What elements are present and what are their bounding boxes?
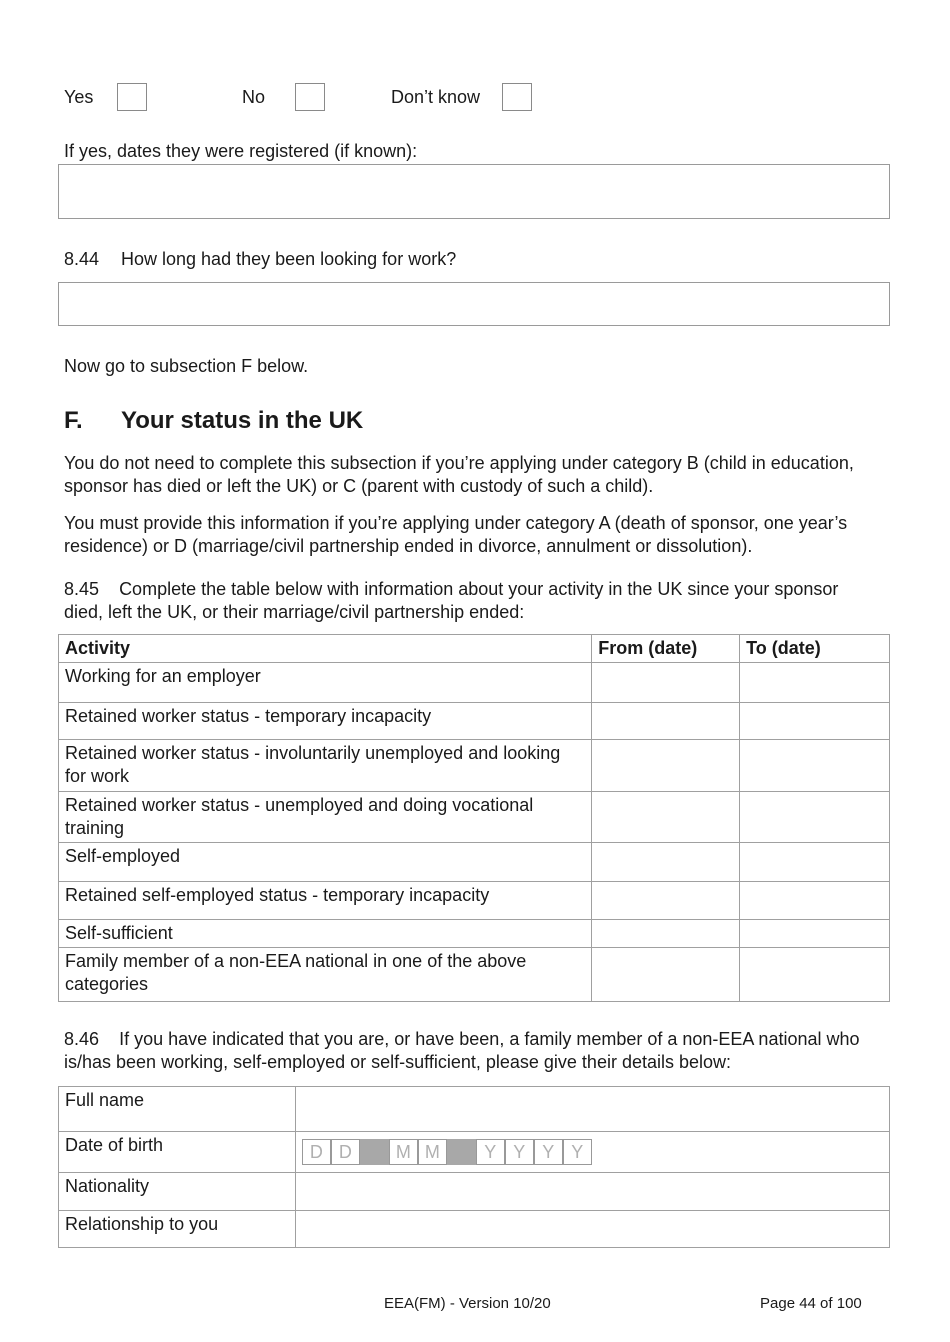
dob-boxes — [302, 1139, 592, 1165]
from-date-cell[interactable] — [592, 920, 740, 948]
full-name-label: Full name — [59, 1087, 296, 1132]
table-row — [59, 948, 890, 1002]
header-from: From (date) — [592, 635, 740, 663]
dob-day-box[interactable]: D — [331, 1139, 360, 1165]
to-date-cell[interactable] — [740, 948, 890, 1002]
q846-question — [64, 1028, 884, 1074]
to-date-cell[interactable] — [740, 843, 890, 882]
header-to: To (date) — [740, 635, 890, 663]
dob-field[interactable] — [295, 1132, 889, 1173]
activity-table-header — [59, 635, 890, 663]
from-date-cell[interactable] — [592, 663, 740, 703]
activity-cell: Retained self-employed status - temporary incapacity — [59, 882, 592, 920]
nationality-label: Nationality — [59, 1173, 296, 1211]
q845-number: 8.45 — [64, 579, 100, 599]
table-row — [59, 920, 890, 948]
dob-separator — [360, 1139, 389, 1165]
q845-text: Complete the table below with information about your activity in the UK since your sponsor died, left the UK, or their marriage/civil partnership ended: — [64, 579, 839, 622]
table-row — [59, 882, 890, 920]
dob-day-box[interactable]: D — [302, 1139, 331, 1165]
q844-number: 8.44 — [64, 249, 100, 269]
full-name-field[interactable] — [295, 1087, 889, 1132]
from-date-cell[interactable] — [592, 882, 740, 920]
non-eea-details-table — [58, 1086, 890, 1248]
table-row — [59, 1173, 890, 1211]
to-date-cell[interactable] — [740, 792, 890, 843]
dob-month-box[interactable]: M — [389, 1139, 418, 1165]
section-f-title: Your status in the UK — [121, 407, 364, 434]
header-activity: Activity — [59, 635, 592, 663]
dob-year-box[interactable]: Y — [563, 1139, 592, 1165]
dob-label: Date of birth — [59, 1132, 296, 1173]
dob-separator — [447, 1139, 476, 1165]
from-date-cell[interactable] — [592, 792, 740, 843]
table-row — [59, 792, 890, 843]
activity-cell: Self-employed — [59, 843, 592, 882]
no-checkbox[interactable] — [295, 83, 325, 111]
no-label: No — [242, 87, 266, 107]
table-row — [59, 1087, 890, 1132]
dont-know-checkbox[interactable] — [502, 83, 532, 111]
nationality-field[interactable] — [295, 1173, 889, 1211]
section-f-para1: You do not need to complete this subsection if you’re applying under category B (child in education, sponsor has died or left the UK) or C (parent with custody of such a child). — [64, 453, 854, 496]
to-date-cell[interactable] — [740, 663, 890, 703]
table-row — [59, 1132, 890, 1173]
registered-dates-field[interactable] — [58, 164, 890, 219]
table-row — [59, 703, 890, 740]
registered-dates-label: If yes, dates they were registered (if known): — [64, 141, 418, 161]
table-row — [59, 843, 890, 882]
q846-number: 8.46 — [64, 1029, 100, 1049]
dob-year-box[interactable]: Y — [505, 1139, 534, 1165]
activity-cell: Working for an employer — [59, 663, 592, 703]
table-row — [59, 1211, 890, 1248]
activity-cell: Self-sufficient — [59, 920, 592, 948]
to-date-cell[interactable] — [740, 703, 890, 740]
to-date-cell[interactable] — [740, 920, 890, 948]
from-date-cell[interactable] — [592, 703, 740, 740]
section-f-letter: F. — [64, 407, 83, 434]
activity-cell: Retained worker status - unemployed and doing vocational training — [59, 792, 592, 843]
to-date-cell[interactable] — [740, 740, 890, 792]
looking-for-work-field[interactable] — [58, 282, 890, 326]
section-f-para2: You must provide this information if you’re applying under category A (death of sponsor, one year’s residence) or D (marriage/civil partnership ended in divorce, annulment or dissolution). — [64, 513, 848, 556]
activity-cell: Family member of a non-EEA national in one of the above categories — [59, 948, 592, 1002]
dob-month-box[interactable]: M — [418, 1139, 447, 1165]
from-date-cell[interactable] — [592, 740, 740, 792]
dob-year-box[interactable]: Y — [476, 1139, 505, 1165]
table-row — [59, 663, 890, 703]
dob-year-box[interactable]: Y — [534, 1139, 563, 1165]
from-date-cell[interactable] — [592, 948, 740, 1002]
footer-version: EEA(FM) - Version 10/20 — [384, 1295, 551, 1312]
dont-know-label: Don’t know — [391, 87, 481, 107]
activity-cell: Retained worker status - temporary incapacity — [59, 703, 592, 740]
activity-cell: Retained worker status - involuntarily unemployed and looking for work — [59, 740, 592, 792]
yes-label: Yes — [64, 87, 94, 107]
table-row — [59, 740, 890, 792]
q846-text: If you have indicated that you are, or have been, a family member of a non-EEA national who is/has been working, self-employed or self-sufficient, please give their details below: — [64, 1029, 860, 1072]
relationship-field[interactable] — [295, 1211, 889, 1248]
from-date-cell[interactable] — [592, 843, 740, 882]
footer-page-number: Page 44 of 100 — [760, 1295, 862, 1312]
goto-instruction: Now go to subsection F below. — [64, 356, 309, 376]
q844-text: How long had they been looking for work? — [121, 249, 457, 269]
activity-table — [58, 634, 890, 1002]
q845-question — [64, 578, 874, 624]
relationship-label: Relationship to you — [59, 1211, 296, 1248]
yes-checkbox[interactable] — [117, 83, 147, 111]
to-date-cell[interactable] — [740, 882, 890, 920]
